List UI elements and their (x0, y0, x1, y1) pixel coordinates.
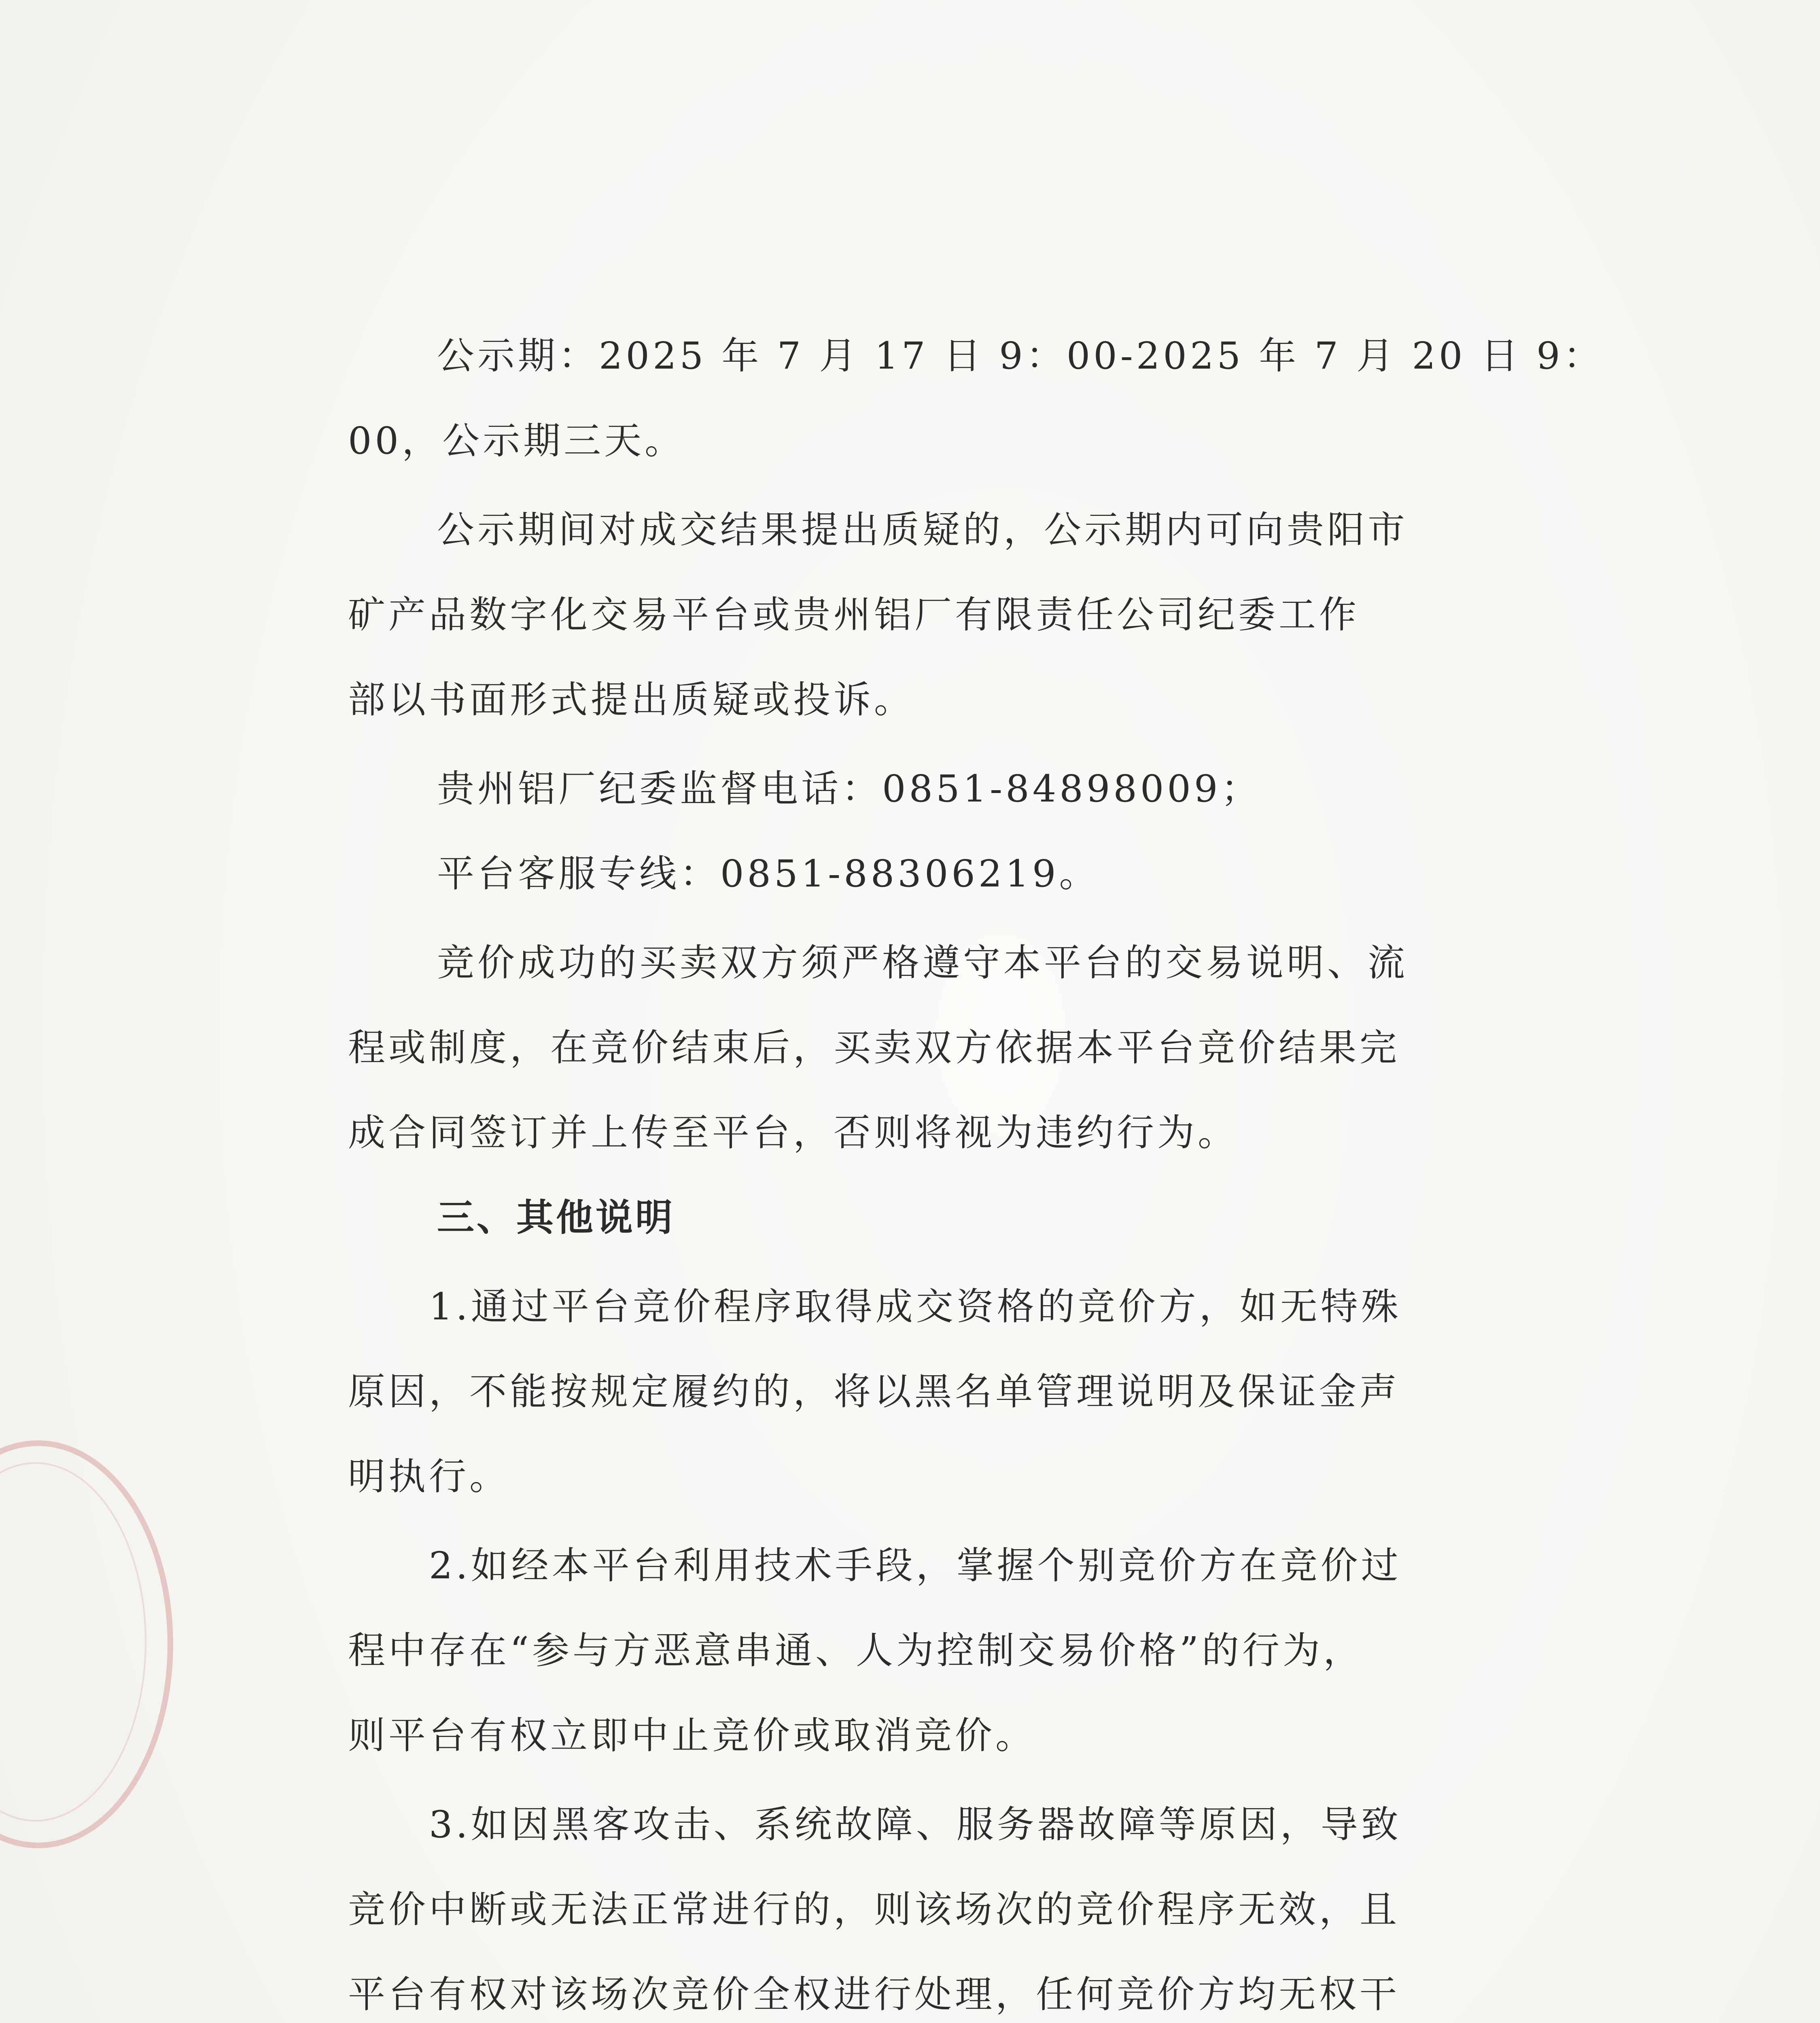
note-2-line-3: 则平台有权立即中止竞价或取消竞价。 (348, 1714, 1036, 1757)
objection-paragraph-line-1: 公示期间对成交结果提出质疑的，公示期内可向贵阳市 (437, 508, 1408, 551)
section-heading-other-notes: 三、其他说明 (437, 1196, 675, 1239)
supervision-phone-line: 贵州铝厂纪委监督电话：0851-84898009； (437, 767, 1262, 810)
note-2-line-2: 程中存在“参与方恶意串通、人为控制交易价格”的行为， (348, 1629, 1364, 1672)
publicity-period-line-2: 00，公示期三天。 (348, 419, 685, 462)
note-1-line-1: 1.通过平台竞价程序取得成交资格的竞价方，如无特殊 (429, 1285, 1402, 1328)
red-seal-inner-ring (0, 1462, 146, 1822)
red-seal-stamp (0, 1440, 173, 1848)
service-hotline-line: 平台客服专线：0851-88306219。 (437, 852, 1100, 895)
note-1-line-3: 明执行。 (348, 1455, 510, 1498)
note-3-line-3: 平台有权对该场次竞价全权进行处理，任何竞价方均无权干 (348, 1973, 1400, 2016)
publicity-period-line-1: 公示期：2025 年 7 月 17 日 9：00-2025 年 7 月 20 日 9： (437, 334, 1604, 377)
note-1-line-2: 原因，不能按规定履约的，将以黑名单管理说明及保证金声 (348, 1370, 1400, 1413)
objection-paragraph-line-2: 矿产品数字化交易平台或贵州铝厂有限责任公司纪委工作 (348, 593, 1360, 636)
note-2-line-1: 2.如经本平台利用技术手段，掌握个别竞价方在竞价过 (429, 1544, 1402, 1587)
note-3-line-1: 3.如因黑客攻击、系统故障、服务器故障等原因，导致 (429, 1803, 1402, 1846)
compliance-paragraph-line-2: 程或制度，在竞价结束后，买卖双方依据本平台竞价结果完 (348, 1026, 1400, 1069)
note-3-line-2: 竞价中断或无法正常进行的，则该场次的竞价程序无效，且 (348, 1888, 1400, 1931)
compliance-paragraph-line-1: 竞价成功的买卖双方须严格遵守本平台的交易说明、流 (437, 941, 1408, 984)
compliance-paragraph-line-3: 成合同签订并上传至平台，否则将视为违约行为。 (348, 1111, 1239, 1154)
objection-paragraph-line-3: 部以书面形式提出质疑或投诉。 (348, 678, 915, 721)
